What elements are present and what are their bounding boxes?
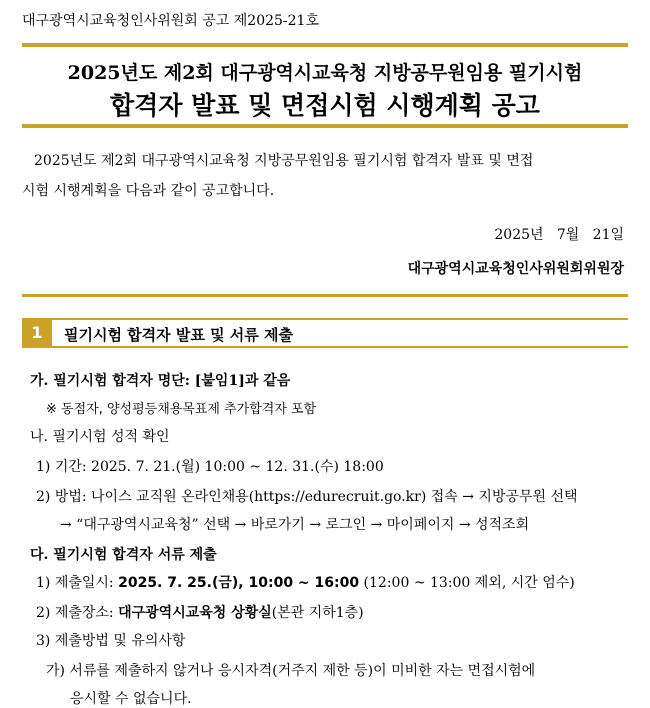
item-da-1 <box>36 572 575 592</box>
page-title-line2: 합격자 발표 및 면접시험 시행계획 공고 <box>110 91 540 120</box>
item-na-2-cont: → “대구광역시교육청” 선택 → 바로가기 → 로그인 → 마이페이지 → 성적조회 <box>60 517 530 533</box>
item-na-2: 2) 방법: 나이스 교직원 온라인채용(https://edurecruit.go.kr) 접속 → 지방공무원 선택 <box>36 489 578 505</box>
item-na-1: 1) 기간: 2025. 7. 21.(월) 10:00 ~ 12. 31.(수) 18:00 <box>36 459 384 475</box>
item-da-2-place: 대구광역시교육청 상황실 <box>118 605 272 621</box>
item-da-1-label: 1) 제출일시: <box>36 575 119 591</box>
section-title: 필기시험 합격자 발표 및 서류 제출 <box>64 326 293 344</box>
item-na: 나. 필기시험 성적 확인 <box>30 429 170 445</box>
item-da-3-ga-cont: 응시할 수 없습니다. <box>70 691 192 707</box>
item-da-1-note: (12:00 ~ 13:00 제외, 시간 엄수) <box>359 575 575 591</box>
item-da-2 <box>36 602 364 622</box>
item-da-1-datetime: 2025. 7. 25.(금), 10:00 ~ 16:00 <box>118 575 360 591</box>
title-top-rule <box>22 43 628 47</box>
item-da-3-ga: 가) 서류를 제출하지 않거나 응시자격(거주지 제한 등)이 미비한 자는 면접시험에 <box>46 663 536 679</box>
item-ga: 가. 필기시험 합격자 명단: [붙임1]과 같음 <box>30 373 291 389</box>
intro-line1: 2025년도 제2회 대구광역시교육청 지방공무원임용 필기시험 합격자 발표 및 면접 <box>34 153 534 169</box>
issuer-name: 대구광역시교육청인사위원회위원장 <box>407 261 624 277</box>
item-da: 다. 필기시험 합격자 서류 제출 <box>30 547 217 563</box>
title-bottom-rule <box>22 124 628 128</box>
intro-line2: 시험 시행계획을 다음과 같이 공고합니다. <box>22 183 275 199</box>
section-number-badge: 1 <box>22 318 52 348</box>
item-ga-note: ※ 동점자, 양성평등채용목표제 추가합격자 포함 <box>46 402 317 417</box>
item-da-3: 3) 제출방법 및 유의사항 <box>36 633 186 649</box>
notice-date: 2025년 7월 21일 <box>494 227 624 243</box>
section-title-top-line <box>52 318 628 320</box>
item-da-2-label: 2) 제출장소: <box>36 605 119 621</box>
item-da-2-note: (본관 지하1층) <box>271 605 364 621</box>
section-title-bottom-line <box>52 346 628 348</box>
page-title-line1: 2025년도 제2회 대구광역시교육청 지방공무원임용 필기시험 <box>67 62 583 84</box>
notice-number: 대구광역시교육청인사위원회 공고 제2025-21호 <box>22 13 319 29</box>
section-divider <box>22 294 628 297</box>
